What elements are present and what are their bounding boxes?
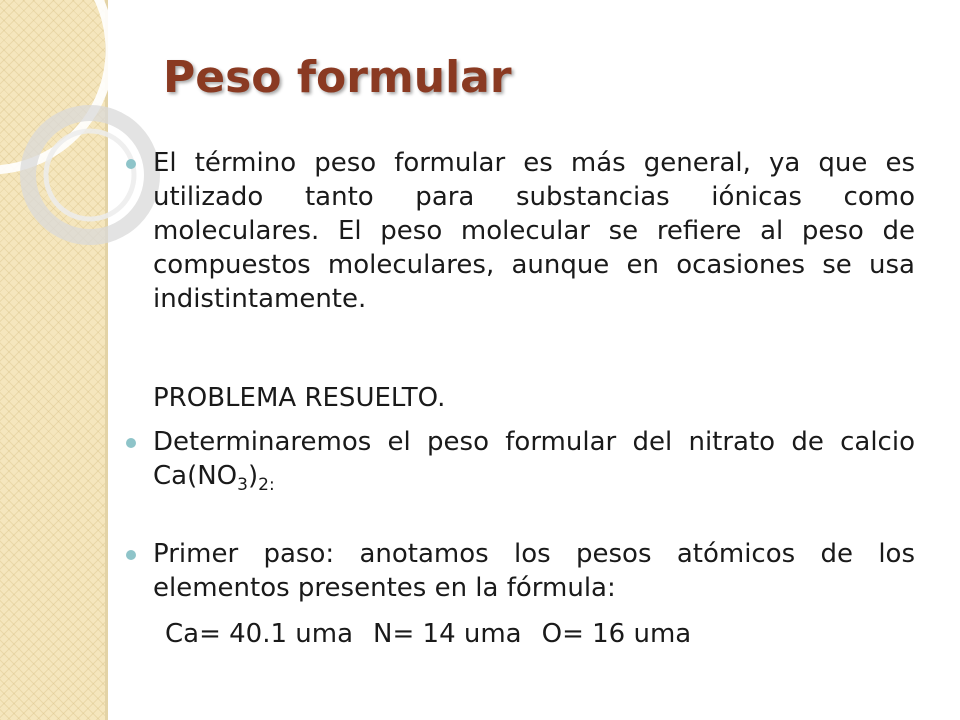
paragraph-primer-paso <box>153 537 915 605</box>
atomic-weights-line <box>165 617 691 651</box>
closing-paren: ) <box>247 461 259 491</box>
paragraph-last-line: elementos presentes en la fórmula: <box>153 573 616 603</box>
atomic-weight-o: O= 16 uma <box>541 619 692 649</box>
slide-title: Peso formular <box>163 52 512 103</box>
subscript-3: 3 <box>237 475 248 495</box>
subscript-2: 2: <box>258 475 275 495</box>
problem-heading: PROBLEMA RESUELTO. <box>153 383 446 413</box>
paragraph-text: Primer paso: anotamos los pesos atómicos de los <box>153 539 915 569</box>
paragraph-last-line: ocasiones se usa indistintamente. <box>153 250 915 314</box>
paragraph-text: El término peso formular es más general, ya que es utilizado tanto para substancias iónicas como moleculares. El peso molecular se refiere al peso de compuestos moleculares, aunque en <box>153 148 915 280</box>
paragraph-nitrato <box>153 425 915 493</box>
paragraph-text: Determinaremos el peso formular del nitrato de calcio Ca(NO <box>153 427 915 491</box>
atomic-weight-ca: Ca= 40.1 uma <box>165 619 354 649</box>
decorative-rings <box>0 0 160 300</box>
decorative-ring-inner <box>46 131 134 219</box>
paragraph-peso-formular <box>153 146 915 316</box>
atomic-weight-n: N= 14 uma <box>373 619 522 649</box>
